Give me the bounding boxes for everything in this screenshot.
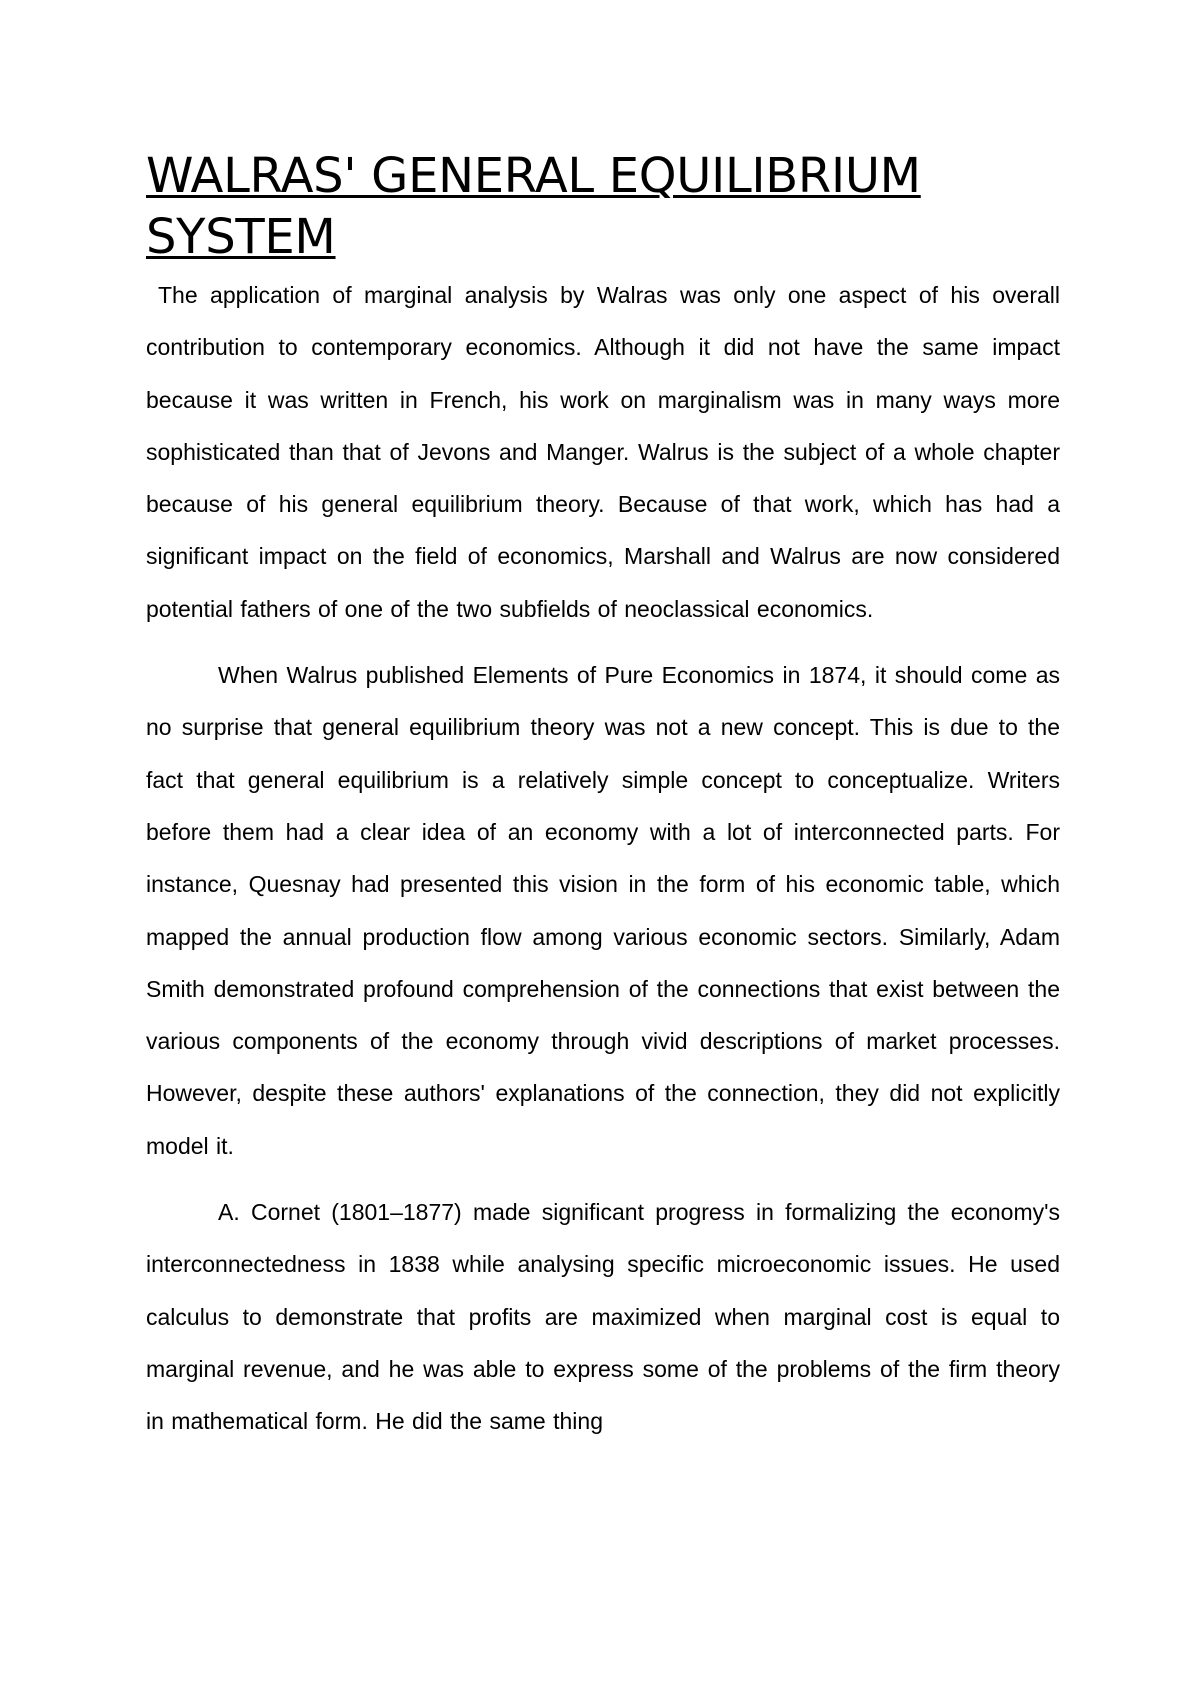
paragraph-3: A. Cornet (1801–1877) made significant progress in formalizing the economy's interconnectedness in 1838 while analysing specific microeconomic issues. He used calculus to demonstrate that profits are maximized when marginal cost is equal to marginal revenue, and he was able to express some of the problems of the firm theory in mathematical form. He did the same thing (146, 1199, 1060, 1435)
paragraph-1: The application of marginal analysis by Walras was only one aspect of his overall contribution to contemporary economics. Although it did not have the same impact because it was written in French, his work on marginalism was in many ways more sophisticated than that of Jevons and Manger. Walrus is the subject of a whole chapter because of his general equilibrium theory. Because of that work, which has had a significant impact on the field of economics, Marshall and Walrus are now considered potential fathers of one of the two subfields of neoclassical economics. (146, 282, 1060, 622)
document-title: WALRAS' GENERAL EQUILIBRIUM SYSTEM (146, 148, 921, 265)
paragraph-2: When Walrus published Elements of Pure Economics in 1874, it should come as no surprise that general equilibrium theory was not a new concept. This is due to the fact that general equilibrium is a relatively simple concept to conceptualize. Writers before them had a clear idea of an economy with a lot of interconnected parts. For instance, Quesnay had presented this vision in the form of his economic table, which mapped the annual production flow among various economic sectors. Similarly, Adam Smith demonstrated profound comprehension of the connections that exist between the various components of the economy through vivid descriptions of market processes. However, despite these authors' explanations of the connection, they did not explicitly model it. (146, 662, 1060, 1159)
document-body (146, 146, 1060, 1448)
